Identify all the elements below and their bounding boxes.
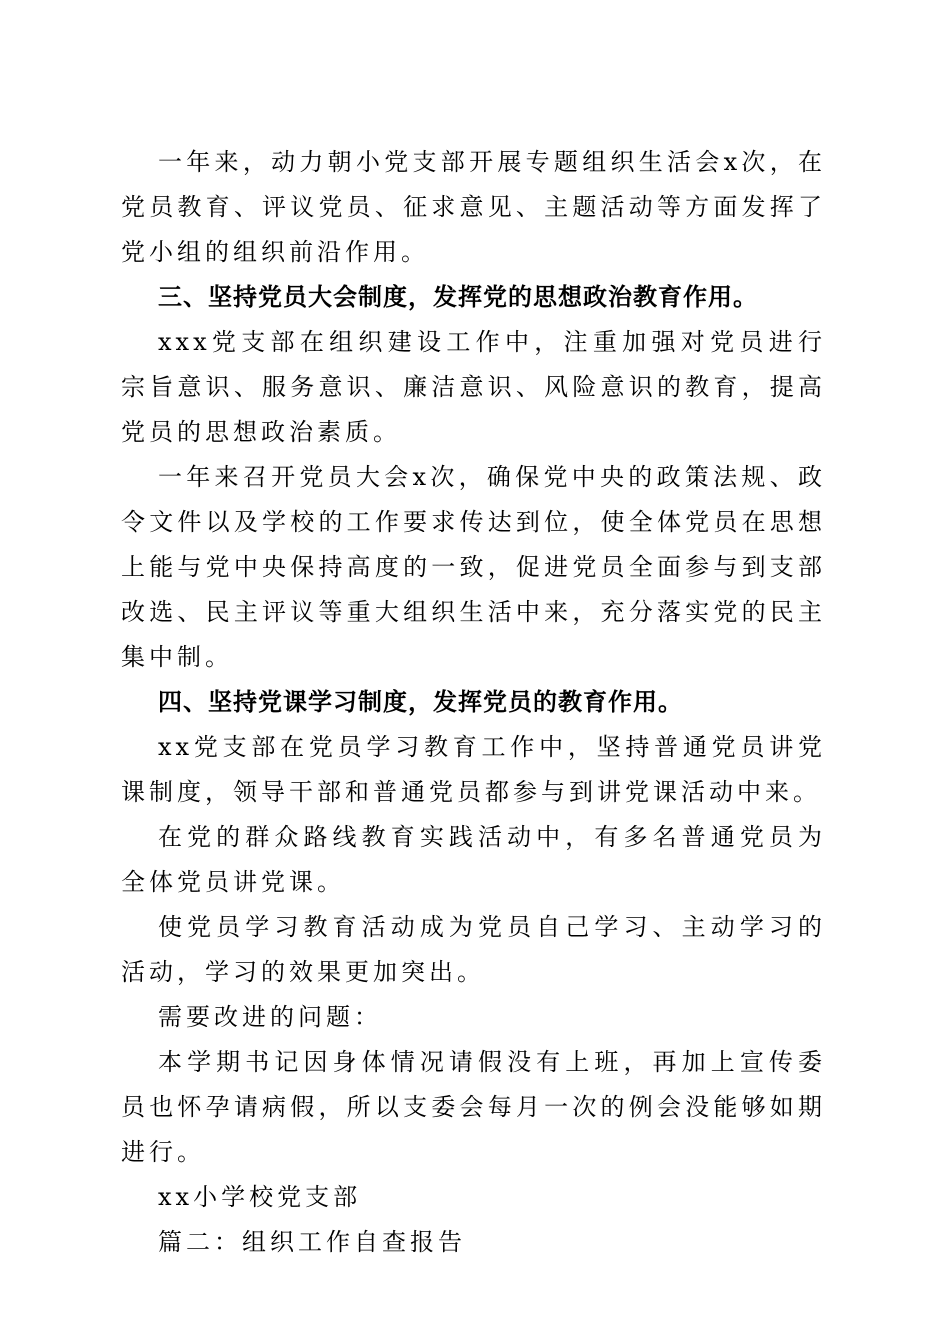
paragraph-next-article-title: 篇二：组织工作自查报告	[158, 1228, 466, 1256]
document-body	[121, 140, 826, 1265]
paragraph-member-meetings: 一年来召开党员大会x次，确保党中央的政策法规、政令文件以及学校的工作要求传达到位，使全体党员在思想上能与党中央保持高度的一致，促进党员全面参与到支部改选、民主评议等重大组织生活中来，充分落实党的民主集中制。	[121, 463, 826, 671]
paragraph-learning-effect: 使党员学习教育活动成为党员自己学习、主动学习的活动，学习的效果更加突出。	[121, 913, 826, 986]
paragraph-party-group-activities: 一年来，动力朝小党支部开展专题组织生活会x次，在党员教育、评议党员、征求意见、主题活动等方面发挥了党小组的组织前沿作用。	[121, 148, 826, 266]
paragraph-issues-title: 需要改进的问题：	[158, 1003, 382, 1031]
paragraph-organization-building: xxx党支部在组织建设工作中，注重加强对党员进行宗旨意识、服务意识、廉洁意识、风险意识的教育，提高党员的思想政治素质。	[121, 328, 826, 446]
section-heading-four: 四、坚持党课学习制度，发挥党员的教育作用。	[158, 688, 683, 716]
paragraph-party-lecture-system: xx党支部在党员学习教育工作中，坚持普通党员讲党课制度，领导干部和普通党员都参与到讲党课活动中来。	[121, 733, 826, 806]
section-heading-three: 三、坚持党员大会制度，发挥党的思想政治教育作用。	[158, 283, 758, 311]
paragraph-issues-detail: 本学期书记因身体情况请假没有上班，再加上宣传委员也怀孕请病假，所以支委会每月一次的例会没能够如期进行。	[121, 1048, 826, 1166]
paragraph-mass-line-education: 在党的群众路线教育实践活动中，有多名普通党员为全体党员讲党课。	[121, 823, 826, 896]
paragraph-signature: xx小学校党支部	[158, 1183, 362, 1211]
